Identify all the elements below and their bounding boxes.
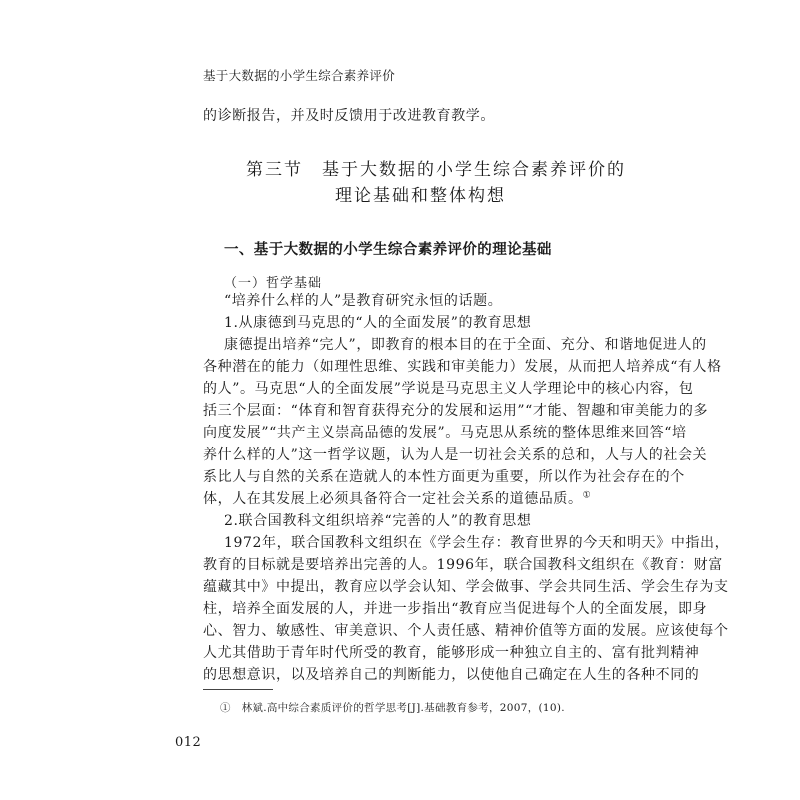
page-number: 012 xyxy=(175,735,202,750)
footnote-marker: ① xyxy=(582,490,592,501)
paragraph-line: 心、智力、敏感性、审美意识、个人责任感、精神价值等方面的发展。应该使每个 xyxy=(203,623,729,639)
paragraph-line: 蕴藏其中》中提出，教育应以学会认知、学会做事、学会共同生活、学会生存为支 xyxy=(203,579,729,595)
paragraph-line: 教育的目标就是要培养出完善的人。1996年，联合国教科文组织在《教育：财富 xyxy=(203,557,723,573)
paragraph-line: 的思想意识，以及培养自己的判断能力，以使他自己确定在人生的各种不同的 xyxy=(203,667,700,683)
running-header: 基于大数据的小学生综合素养评价 xyxy=(203,68,396,83)
heading-2: （一）哲学基础 xyxy=(224,276,323,291)
subheading-unesco: 2.联合国教科文组织培养“完善的人”的教育思想 xyxy=(224,513,532,529)
section-title-line2: 理论基础和整体构想 xyxy=(335,186,506,206)
paragraph-line: 各种潜在的能力（如理性思维、实践和审美能力）发展，从而把人培养成“有人格 xyxy=(203,359,722,375)
paragraph-line: 养什么样的人”这一哲学议题，认为人是一切社会关系的总和，人与人的社会关 xyxy=(203,447,708,463)
paragraph-line: 向度发展”“共产主义崇高品德的发展”。马克思从系统的整体思维来回答“培 xyxy=(203,425,687,441)
paragraph-line: 系比人与自然的关系在造就人的本性方面更为重要，所以作为社会存在的个 xyxy=(203,469,685,485)
footnote-rule xyxy=(203,689,273,690)
subheading-kant-marx: 1.从康德到马克思的“人的全面发展”的教育思想 xyxy=(224,315,532,331)
footnote: ① 林斌.高中综合素质评价的哲学思考[J].基础教育参考，2007，(10). xyxy=(220,702,565,714)
paragraph-line: 康德提出培养“完人”，即教育的根本目的在于全面、充分、和谐地促进人的 xyxy=(224,337,707,353)
paragraph-line-with-note xyxy=(203,489,591,509)
paragraph-line: “培养什么样的人”是教育研究永恒的话题。 xyxy=(224,293,503,309)
paragraph-line: 人尤其借助于青年时代所受的教育，能够形成一种独立自主的、富有批判精神 xyxy=(203,645,700,661)
section-title-line1: 第三节 基于大数据的小学生综合素养评价的 xyxy=(246,160,626,180)
heading-1: 一、基于大数据的小学生综合素养评价的理论基础 xyxy=(224,242,552,258)
paragraph-line: 1972年，联合国教科文组织在《学会生存：教育世界的今天和明天》中指出， xyxy=(224,535,730,551)
paragraph-line: 的人”。马克思“人的全面发展”学说是马克思主义人学理论中的核心内容，包 xyxy=(203,381,694,397)
paragraph-line: 柱，培养全面发展的人，并进一步指出“教育应当促进每个人的全面发展，即身 xyxy=(203,601,708,617)
paragraph-text: 体，人在其发展上必须具备符合一定社会关系的道德品质。 xyxy=(203,491,583,507)
paragraph-line: 括三个层面：“体育和智育获得充分的发展和运用”“才能、智趣和审美能力的多 xyxy=(203,403,709,419)
intro-line: 的诊断报告，并及时反馈用于改进教育教学。 xyxy=(203,108,495,124)
